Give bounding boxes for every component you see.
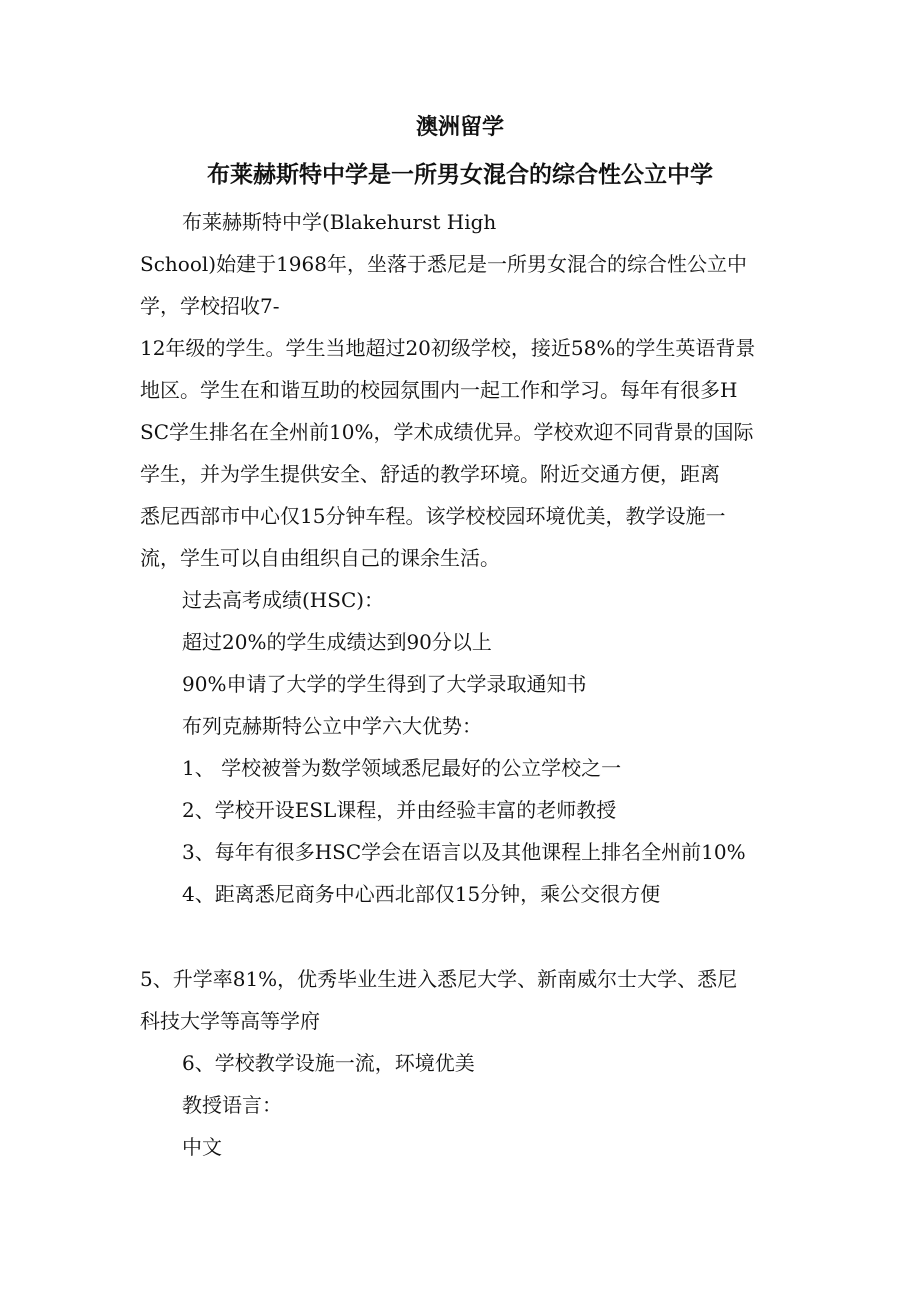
intro-line-3: 学，学校招收7- — [140, 294, 280, 318]
advantage-item-5-line-2: 科技大学等高等学府 — [140, 1009, 320, 1033]
intro-line-4: 12年级的学生。学生当地超过20初级学校，接近58%的学生英语背景 — [140, 336, 756, 360]
intro-line-9: 流，学生可以自由组织自己的课余生活。 — [140, 546, 500, 570]
intro-line-5: 地区。学生在和谐互助的校园氛围内一起工作和学习。每年有很多H — [140, 378, 738, 402]
document-subtitle: 布莱赫斯特中学是一所男女混合的综合性公立中学 — [207, 161, 713, 188]
intro-line-1: 布莱赫斯特中学(Blakehurst High — [182, 210, 497, 234]
language-value: 中文 — [182, 1135, 222, 1159]
intro-line-8: 悉尼西部市中心仅15分钟车程。该学校校园环境优美，教学设施一 — [140, 504, 726, 528]
advantage-item-6: 6、学校教学设施一流，环境优美 — [182, 1051, 475, 1075]
hsc-heading: 过去高考成绩(HSC)： — [182, 588, 385, 612]
intro-line-6: SC学生排名在全州前10%，学术成绩优异。学校欢迎不同背景的国际 — [140, 420, 754, 444]
intro-line-2: School)始建于1968年，坐落于悉尼是一所男女混合的综合性公立中 — [140, 252, 747, 276]
language-heading: 教授语言： — [182, 1093, 282, 1117]
intro-line-7: 学生，并为学生提供安全、舒适的教学环境。附近交通方便，距离 — [140, 462, 720, 486]
hsc-item-1: 超过20%的学生成绩达到90分以上 — [182, 630, 492, 654]
advantages-heading: 布列克赫斯特公立中学六大优势： — [182, 714, 482, 738]
advantage-item-1: 1、 学校被誉为数学领域悉尼最好的公立学校之一 — [182, 756, 622, 780]
hsc-item-2: 90%申请了大学的学生得到了大学录取通知书 — [182, 672, 587, 696]
document-title: 澳洲留学 — [415, 114, 504, 140]
advantage-item-3: 3、每年有很多HSC学会在语言以及其他课程上排名全州前10% — [182, 840, 746, 864]
advantage-item-4: 4、距离悉尼商务中心西北部仅15分钟，乘公交很方便 — [182, 882, 661, 906]
advantage-item-5-line-1: 5、升学率81%，优秀毕业生进入悉尼大学、新南威尔士大学、悉尼 — [140, 967, 738, 991]
advantage-item-2: 2、学校开设ESL课程，并由经验丰富的老师教授 — [182, 798, 617, 822]
